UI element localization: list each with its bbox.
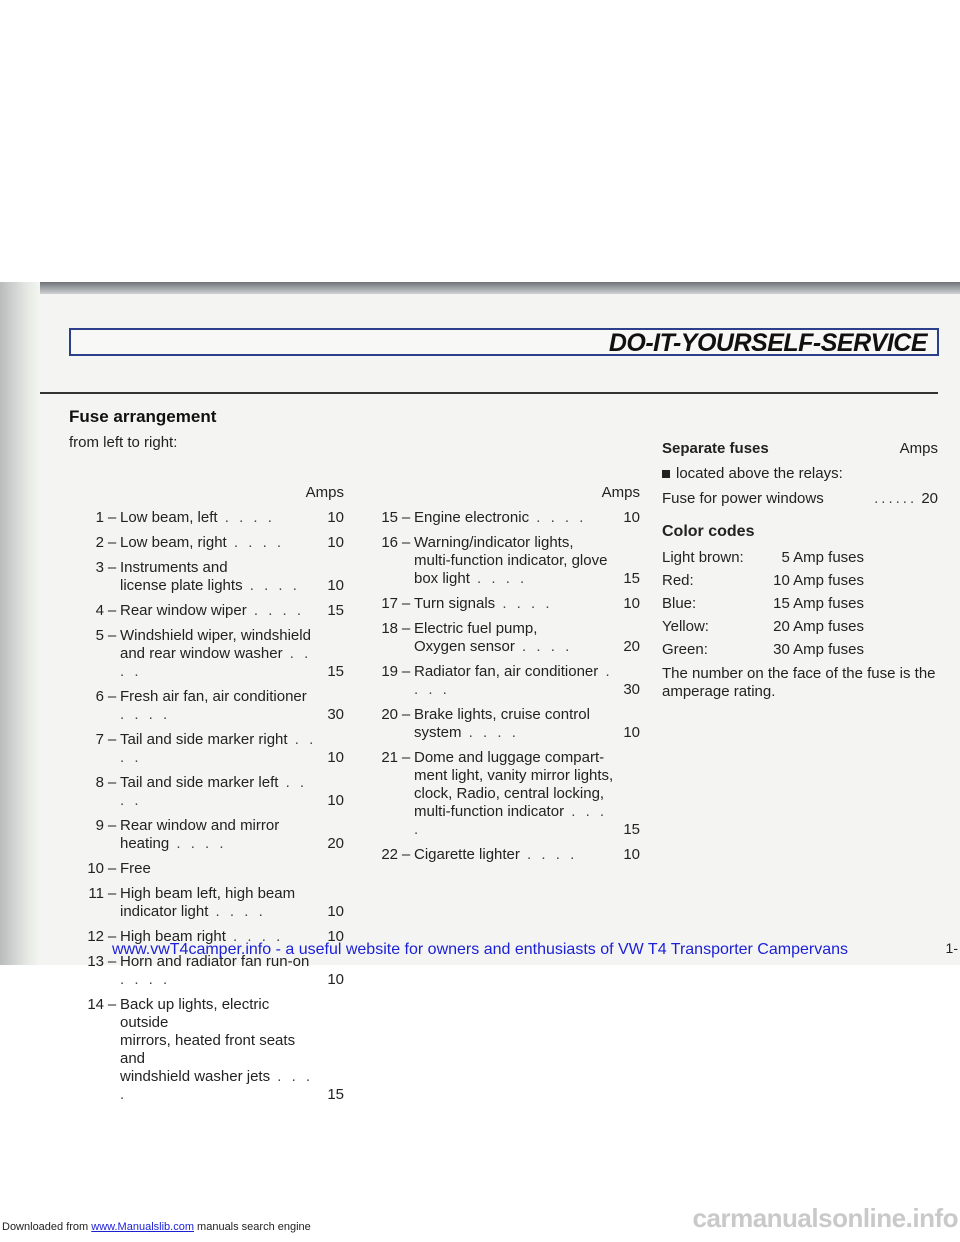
fuse-description-text: Warning/indicator lights, (414, 534, 574, 551)
color-code-name: Yellow: (662, 618, 709, 635)
fuse-description-line (120, 1032, 318, 1068)
fuse-number: 2 (95, 534, 104, 551)
color-code-value: 15 Amp fuses (773, 595, 864, 612)
left-fuse-list (62, 509, 344, 1104)
fuse-dash: – (401, 620, 411, 637)
power-windows-label: Fuse for power windows (662, 490, 824, 507)
fuse-description (414, 620, 614, 656)
dot-leader: . . . . (519, 846, 578, 863)
fuse-number: 7 (95, 731, 104, 748)
fuse-description (120, 688, 318, 724)
fuse-description-line (120, 817, 318, 835)
fuse-item (356, 846, 640, 864)
download-prefix: Downloaded from (2, 1221, 89, 1233)
fuse-description-line (414, 570, 614, 588)
fuse-description (120, 627, 318, 681)
dot-leader: . . . . (217, 509, 275, 526)
fuse-number: 22 (381, 846, 398, 863)
fuse-number: 9 (95, 817, 104, 834)
fuse-arrangement-subtitle: from left to right: (69, 434, 178, 451)
fuse-description-line (120, 860, 318, 878)
fuse-description-text: Horn and radiator fan run-on (120, 953, 310, 970)
page-top-edge (0, 282, 960, 294)
fuse-description-text: Tail and side marker right (120, 731, 288, 748)
dot-leader: . . . . (169, 835, 227, 852)
fuse-item (62, 817, 344, 853)
fuse-amps: 20 (327, 835, 344, 852)
fuse-number: 8 (95, 774, 104, 791)
fuse-item (62, 774, 344, 810)
dot-leader: . . . . (120, 1068, 314, 1103)
page-number: 1- (945, 940, 958, 956)
fuse-description-text: Oxygen sensor (414, 638, 515, 655)
fuse-amps: 10 (327, 903, 344, 920)
separate-fuses-title: Separate fuses (662, 440, 769, 457)
color-code-value: 5 Amp fuses (781, 549, 864, 566)
color-codes-title: Color codes (662, 523, 755, 540)
fuse-item (356, 509, 640, 527)
fuse-amps: 10 (327, 792, 344, 809)
fuse-description (414, 706, 614, 742)
power-windows-fuse-line (662, 490, 938, 507)
color-code-row (662, 618, 938, 636)
fuse-description-text: indicator light (120, 903, 209, 920)
fuse-description-text: Low beam, left (120, 509, 218, 526)
fuse-description-text: multi-function indicator (414, 803, 565, 820)
color-code-value: 10 Amp fuses (773, 572, 864, 589)
amps-header: Amps (305, 484, 344, 501)
color-code-value: 30 Amp fuses (773, 641, 864, 658)
fuse-description-text: heating (120, 835, 170, 852)
color-code-value: 20 Amp fuses (773, 618, 864, 635)
fuse-description-line (120, 885, 318, 903)
fuse-number: 6 (95, 688, 104, 705)
fuse-amps: 15 (327, 602, 344, 619)
fuse-amps: 10 (327, 577, 344, 594)
fuse-dash: – (107, 817, 117, 834)
fuse-description-line (414, 706, 614, 724)
fuse-description-line (120, 602, 318, 620)
dot-leader: . . . . (469, 570, 528, 587)
fuse-dash: – (107, 953, 117, 970)
fuse-number: 19 (381, 663, 398, 680)
fuse-dash: – (401, 706, 411, 723)
fuse-item (62, 509, 344, 527)
fuse-item (62, 996, 344, 1104)
fuse-amps: 10 (327, 534, 344, 551)
fuse-description-text: Free (120, 860, 151, 877)
fuse-description-line (120, 774, 318, 810)
dot-leader: . . . . (225, 928, 284, 945)
fuse-dash: – (107, 688, 117, 705)
fuse-amps: 10 (327, 971, 344, 988)
fuse-amps: 10 (623, 509, 640, 526)
dot-leader: . . . . (514, 638, 573, 655)
dot-leader: . . . . (208, 903, 266, 920)
fuse-description-text: mirrors, heated front seats and (120, 1032, 296, 1067)
fuse-description-text: High beam left, high beam (120, 885, 296, 902)
dot-leader: . . . . (120, 774, 308, 809)
fuse-description-text: box light (414, 570, 470, 587)
fuse-description-line (120, 1068, 318, 1104)
fuse-item (62, 860, 344, 878)
fuse-description (120, 774, 318, 810)
fuse-description-text: and rear window washer (120, 645, 283, 662)
section-header-title: DO-IT-YOURSELF-SERVICE (608, 329, 927, 357)
color-code-name: Blue: (662, 595, 697, 612)
fuse-description-text: license plate lights (120, 577, 243, 594)
dot-leader: . . . . (120, 731, 317, 766)
fuse-number: 5 (95, 627, 104, 644)
fuse-dash: – (401, 846, 411, 863)
fuse-description-text: Dome and luggage compart- (414, 749, 605, 766)
fuse-description-text: Brake lights, cruise control (414, 706, 590, 723)
fuse-description-text: Tail and side marker left (120, 774, 279, 791)
fuse-description-line (120, 835, 318, 853)
fuse-amps: 15 (327, 663, 344, 680)
fuse-description (414, 663, 614, 699)
fuse-amps: 30 (327, 706, 344, 723)
section-header-box (69, 328, 939, 356)
color-code-name: Green: (662, 641, 708, 658)
fuse-item (356, 749, 640, 839)
footer-website-text: www.vwT4camper.info - a useful website for owners and enthusiasts of VW T4 Transporter Campervans (111, 941, 849, 958)
fuse-amps: 20 (623, 638, 640, 655)
fuse-description-text: system (414, 724, 462, 741)
amps-header: Amps (899, 440, 938, 457)
fuse-amps: 15 (623, 570, 640, 587)
separate-fuses-header (662, 440, 938, 457)
fuse-number: 10 (87, 860, 104, 877)
fuse-dash: – (401, 534, 411, 551)
dot-leader: . . . . (246, 602, 305, 619)
bullet-square-icon (662, 470, 670, 478)
fuse-description-line (120, 645, 318, 681)
color-code-name: Red: (662, 572, 694, 589)
fuse-item (62, 534, 344, 552)
dot-leader: . . . . (242, 577, 300, 594)
fuse-number: 12 (87, 928, 104, 945)
fuse-number: 16 (381, 534, 398, 551)
fuse-amps: 10 (327, 509, 344, 526)
fuse-description-text: windshield washer jets (120, 1068, 271, 1085)
amperage-note: The number on the face of the fuse is the amperage rating. (662, 665, 936, 700)
fuse-item (356, 706, 640, 742)
fuse-description (120, 534, 318, 552)
fuse-description-line (414, 620, 614, 638)
fuse-description-line (414, 749, 614, 767)
fuse-number: 11 (88, 885, 104, 902)
fuse-amps: 30 (623, 681, 640, 698)
fuse-description-line (414, 846, 614, 864)
fuse-description-line (414, 767, 614, 785)
dot-leader: . . . . (414, 663, 613, 698)
fuse-dash: – (107, 627, 117, 644)
color-codes-list (662, 549, 938, 659)
fuse-description (120, 602, 318, 620)
fuse-description-text: Fresh air fan, air conditioner (120, 688, 307, 705)
manualslib-link[interactable]: www.Manualslib.com (91, 1221, 194, 1233)
fuse-dash: – (107, 559, 117, 576)
fuse-description-line (120, 559, 318, 577)
fuse-description-text: Turn signals (414, 595, 496, 612)
fuse-description-text: Windshield wiper, windshield (120, 627, 311, 644)
fuse-description-line (120, 534, 318, 552)
fuse-description-line (414, 663, 614, 699)
fuse-number: 20 (381, 706, 398, 723)
fuse-amps: 15 (327, 1086, 344, 1103)
fuse-number: 1 (95, 509, 104, 526)
dot-leader: . . . . (120, 706, 171, 723)
fuse-item (356, 534, 640, 588)
fuse-description (414, 595, 614, 613)
fuse-description-line (414, 595, 614, 613)
fuse-description-line (120, 731, 318, 767)
fuse-dash: – (107, 774, 117, 791)
right-info-column (662, 440, 938, 701)
fuse-description (414, 846, 614, 864)
fuse-item (62, 731, 344, 767)
fuse-amps: 10 (623, 595, 640, 612)
fuse-description (120, 885, 318, 921)
download-line (2, 1221, 311, 1233)
fuse-number: 15 (381, 509, 398, 526)
fuse-dash: – (107, 885, 117, 902)
fuse-dash: – (401, 749, 411, 766)
fuse-description (414, 509, 614, 527)
fuse-description-line (414, 552, 614, 570)
color-code-row (662, 595, 938, 613)
fuse-number: 4 (95, 602, 104, 619)
fuse-item (356, 620, 640, 656)
fuse-item (356, 663, 640, 699)
fuse-item (62, 885, 344, 921)
fuse-description-text: clock, Radio, central locking, (414, 785, 605, 802)
fuse-description-line (414, 803, 614, 839)
dot-leader: . . . . (120, 645, 312, 680)
dot-leader: . . . . (120, 971, 171, 988)
fuse-description (120, 860, 318, 878)
download-suffix: manuals search engine (197, 1221, 311, 1233)
fuse-dash: – (107, 860, 117, 877)
fuse-description (120, 509, 318, 527)
fuse-description (414, 534, 614, 588)
fuse-description-text: Electric fuel pump, (414, 620, 538, 637)
page-spine-shadow (0, 282, 40, 965)
fuse-description (120, 731, 318, 767)
header-rule (40, 392, 938, 394)
fuse-description-line (120, 688, 318, 724)
fuse-dash: – (107, 731, 117, 748)
fuse-description-line (120, 996, 318, 1032)
fuse-number: 14 (87, 996, 104, 1013)
fuse-dash: – (107, 534, 117, 551)
fuse-description-text: Cigarette lighter (414, 846, 520, 863)
fuse-description-line (120, 903, 318, 921)
fuse-dash: – (107, 509, 117, 526)
fuse-number: 3 (95, 559, 104, 576)
fuse-number: 17 (381, 595, 398, 612)
fuse-item (62, 627, 344, 681)
fuse-description-line (120, 577, 318, 595)
fuse-item (356, 595, 640, 613)
dot-leader: ...... (874, 490, 918, 507)
fuse-description-line (414, 534, 614, 552)
fuse-amps: 10 (327, 749, 344, 766)
dot-leader: . . . . (414, 803, 608, 838)
fuse-description (120, 996, 318, 1104)
fuse-description-line (414, 509, 614, 527)
fuse-description-text: ment light, vanity mirror lights, (414, 767, 614, 784)
color-code-row (662, 572, 938, 590)
fuse-description-line (414, 785, 614, 803)
fuse-description-text: Engine electronic (414, 509, 530, 526)
fuse-number: 13 (87, 953, 104, 970)
fuse-dash: – (401, 595, 411, 612)
dot-leader: . . . . (226, 534, 285, 551)
color-code-row (662, 641, 938, 659)
fuse-description (120, 559, 318, 595)
fuse-description-text: High beam right (120, 928, 226, 945)
fuse-description-line (414, 638, 614, 656)
watermark-logo: carmanualsonline.info (692, 1203, 958, 1233)
fuse-amps: 10 (623, 846, 640, 863)
amps-header: Amps (601, 484, 640, 501)
fuse-description-line (120, 627, 318, 645)
fuse-description-text: Radiator fan, air conditioner (414, 663, 599, 680)
dot-leader: . . . . (461, 724, 519, 741)
fuse-dash: – (107, 602, 117, 619)
relay-location-text: located above the relays: (676, 465, 843, 482)
fuse-item (62, 688, 344, 724)
fuse-item (62, 559, 344, 595)
fuse-number: 18 (381, 620, 398, 637)
fuse-amps: 10 (327, 928, 344, 945)
left-fuse-column (62, 484, 344, 1111)
fuse-description (414, 749, 614, 839)
color-code-name: Light brown: (662, 549, 744, 566)
middle-fuse-column (356, 484, 640, 871)
relay-location-line (662, 465, 938, 482)
power-windows-amps: 20 (921, 490, 938, 507)
fuse-item (62, 602, 344, 620)
dot-leader: . . . . (529, 509, 587, 526)
fuse-dash: – (401, 509, 411, 526)
fuse-description-text: Rear window wiper (120, 602, 247, 619)
fuse-description-line (120, 509, 318, 527)
fuse-description-text: multi-function indicator, glove (414, 552, 608, 569)
color-code-row (662, 549, 938, 567)
fuse-description-text: Low beam, right (120, 534, 227, 551)
fuse-description-text: Back up lights, electric outside (120, 996, 270, 1031)
fuse-dash: – (107, 996, 117, 1013)
fuse-description (120, 817, 318, 853)
fuse-amps: 10 (623, 724, 640, 741)
fuse-amps: 15 (623, 821, 640, 838)
fuse-dash: – (107, 928, 117, 945)
dot-leader: . . . . (495, 595, 553, 612)
manual-page (0, 282, 960, 1103)
fuse-number: 21 (381, 749, 398, 766)
fuse-dash: – (401, 663, 411, 680)
fuse-description-line (414, 724, 614, 742)
fuse-description-text: Rear window and mirror (120, 817, 280, 834)
middle-fuse-list (356, 509, 640, 864)
fuse-arrangement-title: Fuse arrangement (69, 407, 217, 426)
fuse-description-text: Instruments and (120, 559, 228, 576)
